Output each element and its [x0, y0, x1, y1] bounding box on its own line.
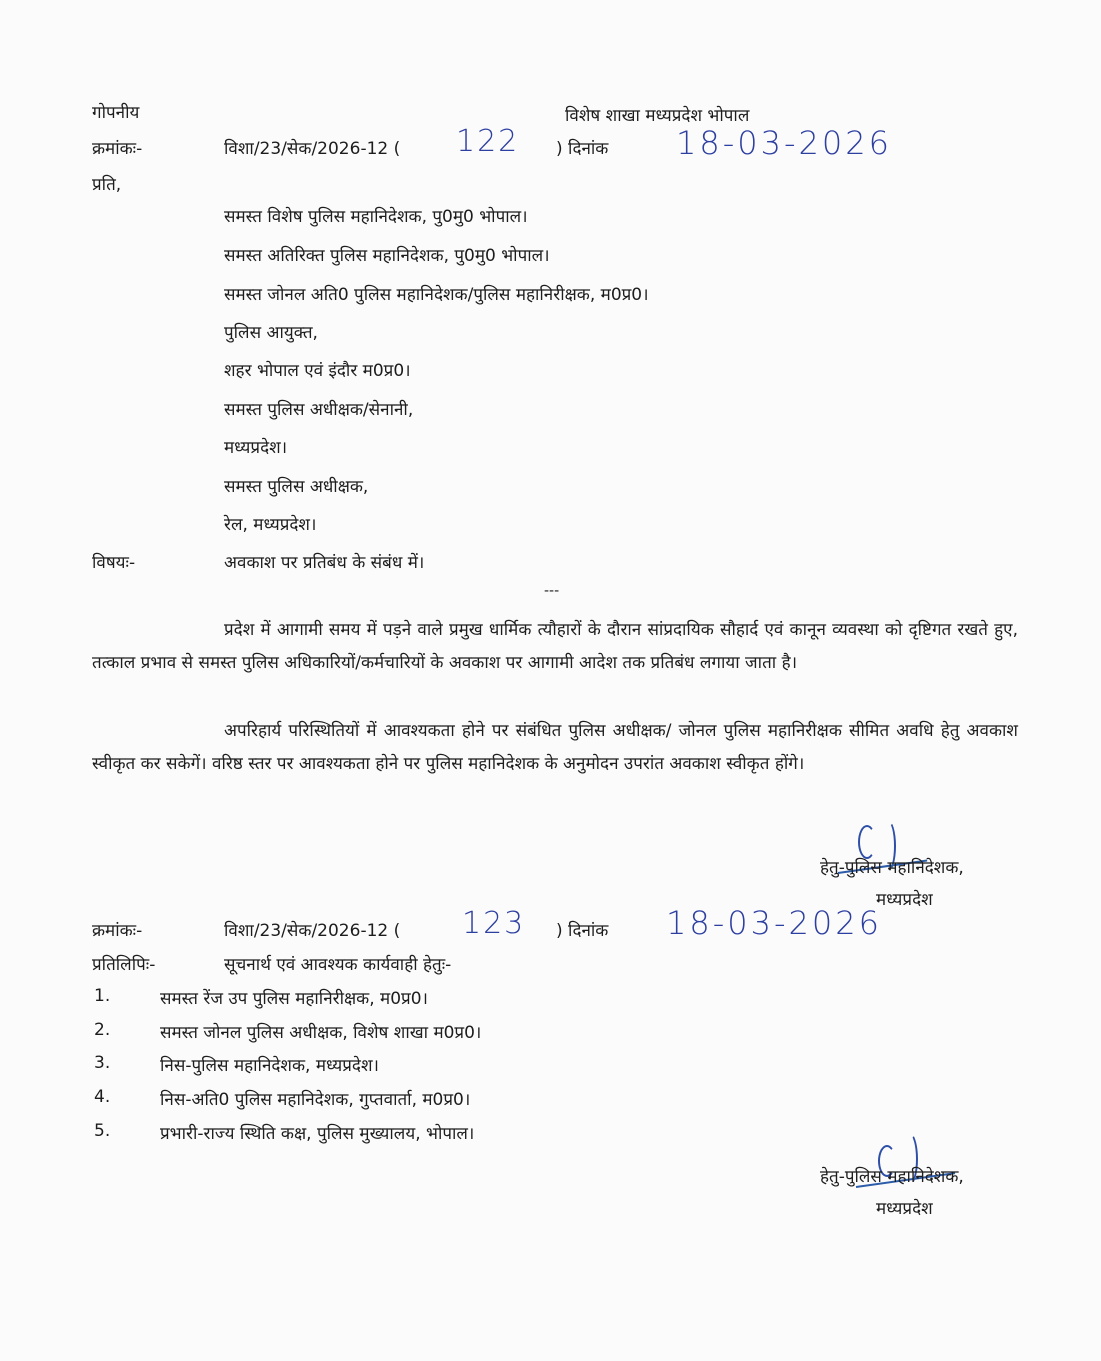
list-item-number: 3. [94, 1053, 111, 1073]
copy-reference-prefix: विशा/23/सेक/2026-12 ( [224, 921, 401, 941]
reference-prefix: विशा/23/सेक/2026-12 ( [224, 139, 401, 159]
addressee: समस्त विशेष पुलिस महानिदेशक, पु0मु0 भोपाल। [224, 207, 528, 227]
pratilipi-text: सूचनार्थ एवं आवश्यक कार्यवाही हेतुः- [224, 955, 452, 975]
addressee: समस्त पुलिस अधीक्षक, [224, 477, 369, 497]
pratilipi-label: प्रतिलिपिः- [92, 955, 156, 975]
subject-label: विषयः- [92, 553, 136, 573]
body-paragraph-1 [92, 614, 1018, 680]
list-item-number: 5. [94, 1121, 111, 1141]
addressee: समस्त पुलिस अधीक्षक/सेनानी, [224, 400, 414, 420]
office-name: विशेष शाखा मध्यप्रदेश भोपाल [565, 106, 750, 126]
separator: --- [544, 583, 560, 599]
list-item: निस-पुलिस महानिदेशक, मध्यप्रदेश। [160, 1056, 379, 1076]
list-item: निस-अति0 पुलिस महानिदेशक, गुप्तवार्ता, म0प्र0। [160, 1090, 471, 1110]
classification-label: गोपनीय [92, 103, 140, 123]
addressee: मध्यप्रदेश। [224, 438, 288, 458]
body-paragraph-2 [92, 715, 1018, 781]
addressee: समस्त जोनल अति0 पुलिस महानिदेशक/पुलिस महानिरीक्षक, म0प्र0। [224, 285, 649, 305]
reference-number-handwritten: 122 [456, 124, 520, 159]
list-item: प्रभारी-राज्य स्थिति कक्ष, पुलिस मुख्यालय, भोपाल। [160, 1124, 475, 1144]
body-paragraph-1-text: प्रदेश में आगामी समय में पड़ने वाले प्रमुख धार्मिक त्यौहारों के दौरान सांप्रदायिक सौहार्द एवं कानून व्यवस्था को दृष्टिगत रखते हुए, तत्काल प्रभाव से समस्त पुलिस अधिकारियों/कर्मचारियों के अवकाश पर आगामी आदेश तक प्रतिबंध लगाया जाता है। [92, 620, 1018, 673]
addressee: शहर भोपाल एवं इंदौर म0प्र0। [224, 361, 411, 381]
list-item-number: 4. [94, 1087, 111, 1107]
copy-reference-number-handwritten: 123 [462, 906, 526, 941]
body-paragraph-2-text: अपरिहार्य परिस्थितियों में आवश्यकता होने पर संबंधित पुलिस अधीक्षक/ जोनल पुलिस महानिरीक्षक सीमित अवधि हेतु अवकाश स्वीकृत कर सकेगें। वरिष्ठ स्तर पर आवश्यकता होने पर पुलिस महानिदेशक के अनुमोदन उपरांत अवकाश स्वीकृत होंगे। [92, 721, 1018, 774]
addressee: पुलिस आयुक्त, [224, 323, 318, 343]
signatory-designation: हेतु-पुलिस महानिदेशक, [820, 858, 964, 878]
signatory-designation: हेतु-पुलिस महानिदेशक, [820, 1167, 964, 1187]
date-handwritten: 18-03-2026 [676, 124, 892, 162]
subject-text: अवकाश पर प्रतिबंध के संबंध में। [224, 553, 425, 573]
copy-date-handwritten: 18-03-2026 [666, 904, 882, 942]
signatory-state: मध्यप्रदेश [876, 890, 933, 910]
signatory-state: मध्यप्रदेश [876, 1199, 933, 1219]
list-item-number: 2. [94, 1020, 111, 1040]
addressee: समस्त अतिरिक्त पुलिस महानिदेशक, पु0मु0 भोपाल। [224, 246, 550, 266]
addressee: रेल, मध्यप्रदेश। [224, 515, 317, 535]
list-item: समस्त रेंज उप पुलिस महानिरीक्षक, म0प्र0। [160, 989, 428, 1009]
copy-date-label: ) दिनांक [556, 921, 609, 941]
copy-kramank-label: क्रमांकः- [92, 921, 143, 941]
list-item-number: 1. [94, 986, 111, 1006]
list-item: समस्त जोनल पुलिस अधीक्षक, विशेष शाखा म0प्र0। [160, 1023, 482, 1043]
prati-label: प्रति, [92, 175, 122, 195]
kramank-label: क्रमांकः- [92, 139, 143, 159]
date-label: ) दिनांक [556, 139, 609, 159]
signature-mark-icon [858, 825, 876, 859]
